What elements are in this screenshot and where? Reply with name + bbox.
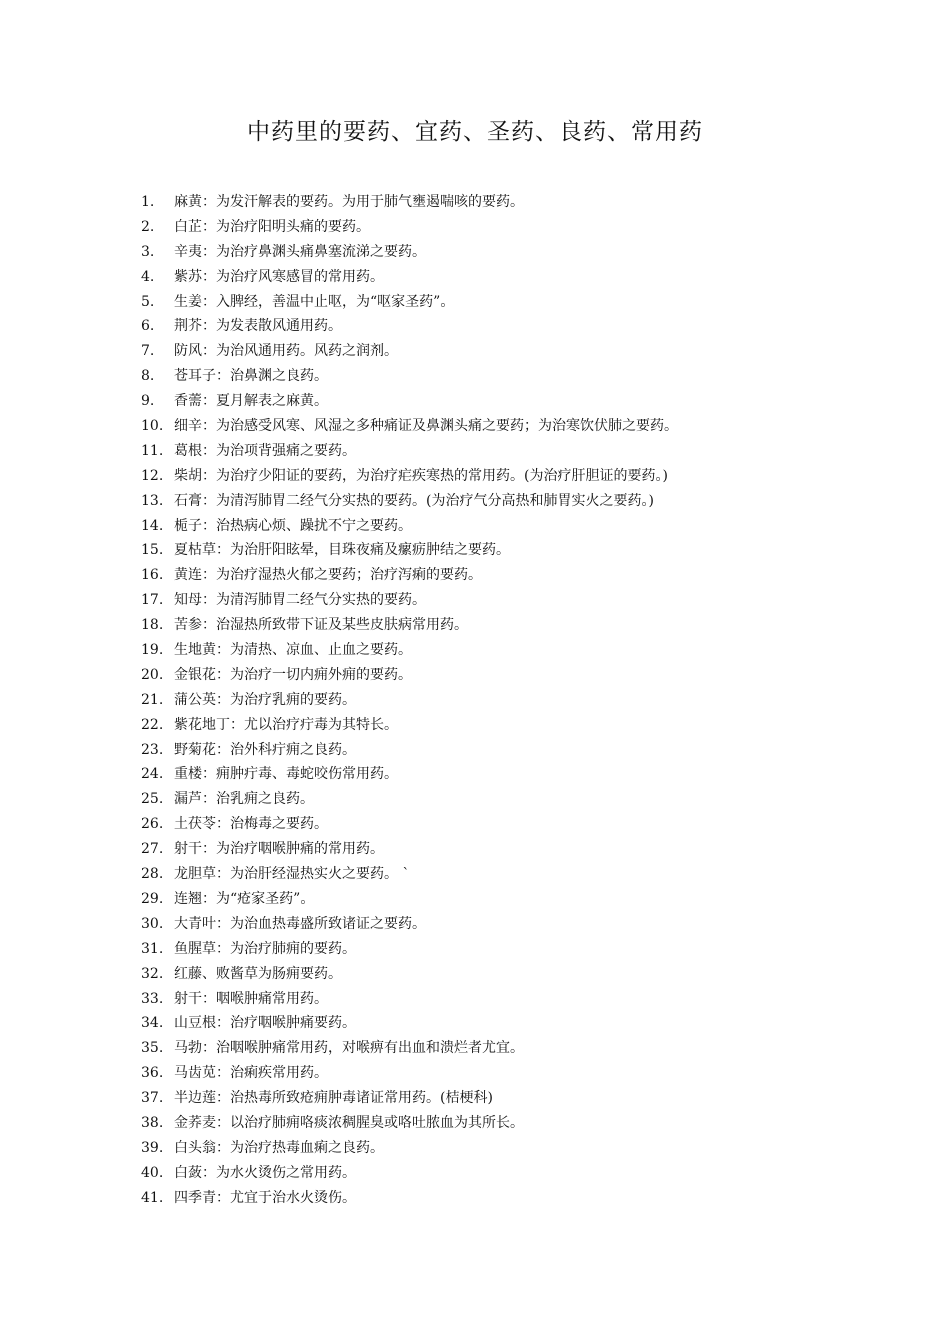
list-item-number: 30. <box>141 915 164 932</box>
list-item <box>141 563 841 588</box>
list-item-number: 15. <box>141 542 164 559</box>
list-item-number: 23. <box>141 741 164 758</box>
list-item-text: 苍耳子：治鼻渊之良药。 <box>174 368 328 385</box>
list-item <box>141 1111 841 1136</box>
list-item-text: 蒲公英：为治疗乳痈的要药。 <box>174 691 356 708</box>
list-item-text: 连翘：为“疮家圣药”。 <box>174 890 315 907</box>
list-item <box>141 937 841 962</box>
list-item-number: 18. <box>141 617 164 634</box>
list-item-text: 知母：为清泻肺胃二经气分实热的要药。 <box>174 592 426 609</box>
list-item-text: 漏芦：治乳痈之良药。 <box>174 791 314 808</box>
list-item-number: 12. <box>141 467 164 484</box>
list-item-text: 紫花地丁：尤以治疗疔毒为其特长。 <box>174 716 398 733</box>
list-item <box>141 514 841 539</box>
list-item-number: 22. <box>141 716 164 733</box>
list-item <box>141 339 841 364</box>
list-item <box>141 987 841 1012</box>
list-item <box>141 713 841 738</box>
list-item-number: 27. <box>141 841 164 858</box>
list-item <box>141 962 841 987</box>
list-item <box>141 663 841 688</box>
list-item <box>141 290 841 315</box>
list-item-text: 夏枯草：为治肝阳眩晕，目珠夜痛及瘰疬肿结之要药。 <box>174 542 510 559</box>
document-title: 中药里的要药、宜药、圣药、良药、常用药 <box>247 119 703 145</box>
list-item-text: 重楼：痈肿疔毒、毒蛇咬伤常用药。 <box>174 766 398 783</box>
list-item-number: 13. <box>141 492 164 509</box>
list-item <box>141 240 841 265</box>
list-item-text: 辛夷：为治疗鼻渊头痛鼻塞流涕之要药。 <box>174 243 426 260</box>
list-item <box>141 738 841 763</box>
list-item-number: 20. <box>141 666 164 683</box>
list-item <box>141 887 841 912</box>
list-item-text: 白蔹：为水火烫伤之常用药。 <box>174 1164 356 1181</box>
list-item <box>141 314 841 339</box>
list-item-text: 金荞麦：以治疗肺痈咯痰浓稠腥臭或咯吐脓血为其所长。 <box>174 1114 524 1131</box>
list-item-text: 生地黄：为清热、凉血、止血之要药。 <box>174 642 412 659</box>
list-item-text: 金银花：为治疗一切内痈外痈的要药。 <box>174 666 412 683</box>
list-item <box>141 1011 841 1036</box>
list-item-text: 香薷：夏月解表之麻黄。 <box>174 393 328 410</box>
list-item-number: 36. <box>141 1065 164 1082</box>
list-item <box>141 215 841 240</box>
list-item-number: 31. <box>141 940 164 957</box>
list-item-number: 26. <box>141 816 164 833</box>
list-item-text: 柴胡：为治疗少阳证的要药，为治疗疟疾寒热的常用药。(为治疗肝胆证的要药。) <box>174 467 668 484</box>
list-item-number: 32. <box>141 965 164 982</box>
list-item-number: 14. <box>141 517 164 534</box>
list-item <box>141 862 841 887</box>
list-item-number: 33. <box>141 990 164 1007</box>
list-item <box>141 538 841 563</box>
list-item-text: 龙胆草：为治肝经湿热实火之要药。 ` <box>174 866 410 883</box>
list-item <box>141 265 841 290</box>
list-item-number: 4. <box>141 268 155 285</box>
list-item-text: 白芷：为治疗阳明头痛的要药。 <box>174 218 370 235</box>
list-item-number: 34. <box>141 1015 164 1032</box>
list-item <box>141 638 841 663</box>
list-item-text: 土茯苓：治梅毒之要药。 <box>174 816 328 833</box>
list-item-number: 17. <box>141 592 164 609</box>
list-item <box>141 439 841 464</box>
list-item <box>141 912 841 937</box>
list-item-text: 防风：为治风通用药。风药之润剂。 <box>174 343 398 360</box>
list-item-text: 荆芥：为发表散风通用药。 <box>174 318 342 335</box>
list-item <box>141 364 841 389</box>
list-item-number: 11. <box>141 442 164 459</box>
list-item <box>141 1086 841 1111</box>
list-item-number: 16. <box>141 567 164 584</box>
list-item-number: 24. <box>141 766 164 783</box>
list-item-number: 6. <box>141 318 155 335</box>
list-item <box>141 787 841 812</box>
list-item-text: 石膏：为清泻肺胃二经气分实热的要药。(为治疗气分高热和肺胃实火之要药。) <box>174 492 654 509</box>
list-item-text: 葛根：为治项背强痛之要药。 <box>174 442 356 459</box>
list-item <box>141 1061 841 1086</box>
list-item-number: 19. <box>141 642 164 659</box>
list-item-text: 麻黄：为发汗解表的要药。为用于肺气壅遏喘咳的要药。 <box>174 194 524 210</box>
list-item <box>141 389 841 414</box>
list-item-number: 9. <box>141 393 155 410</box>
list-item-number: 7. <box>141 343 155 360</box>
herb-list <box>141 190 841 1211</box>
list-item-number: 40. <box>141 1164 164 1181</box>
list-item-text: 四季青：尤宜于治水火烫伤。 <box>174 1189 356 1206</box>
list-item-text: 射干：为治疗咽喉肿痛的常用药。 <box>174 841 384 858</box>
list-item-number: 3. <box>141 243 155 260</box>
list-item <box>141 1161 841 1186</box>
list-item-text: 细辛：为治感受风寒、风湿之多种痛证及鼻渊头痛之要药；为治寒饮伏肺之要药。 <box>174 418 678 435</box>
list-item <box>141 1036 841 1061</box>
list-item-text: 鱼腥草：为治疗肺痈的要药。 <box>174 940 356 957</box>
list-item <box>141 613 841 638</box>
list-item-number: 41. <box>141 1189 164 1206</box>
list-item-number: 2. <box>141 218 155 235</box>
list-item <box>141 812 841 837</box>
list-item-text: 半边莲：治热毒所致疮痈肿毒诸证常用药。(桔梗科) <box>174 1090 493 1107</box>
list-item-number: 39. <box>141 1139 164 1156</box>
list-item-text: 黄连：为治疗湿热火郁之要药；治疗泻痢的要药。 <box>174 567 482 584</box>
list-item-text: 马齿苋：治痢疾常用药。 <box>174 1065 328 1082</box>
list-item-number: 29. <box>141 890 164 907</box>
list-item-number: 35. <box>141 1040 164 1057</box>
list-item-number: 38. <box>141 1114 164 1131</box>
list-item-text: 栀子：治热病心烦、躁扰不宁之要药。 <box>174 517 412 534</box>
list-item-number: 25. <box>141 791 164 808</box>
list-item <box>141 837 841 862</box>
list-item-text: 野菊花：治外科疔痈之良药。 <box>174 741 356 758</box>
list-item <box>141 1136 841 1161</box>
list-item-number: 28. <box>141 866 164 883</box>
list-item-text: 白头翁：为治疗热毒血痢之良药。 <box>174 1139 384 1156</box>
list-item-number: 8. <box>141 368 155 385</box>
list-item-number: 37. <box>141 1090 164 1107</box>
list-item-text: 苦参：治湿热所致带下证及某些皮肤病常用药。 <box>174 617 468 634</box>
list-item-number: 5. <box>141 293 155 310</box>
list-item <box>141 1186 841 1211</box>
list-item-text: 马勃：治咽喉肿痛常用药，对喉痹有出血和溃烂者尤宜。 <box>174 1040 524 1057</box>
list-item <box>141 688 841 713</box>
list-item <box>141 414 841 439</box>
list-item-text: 大青叶：为治血热毒盛所致诸证之要药。 <box>174 915 426 932</box>
list-item-text: 射干：咽喉肿痛常用药。 <box>174 990 328 1007</box>
list-item <box>141 762 841 787</box>
list-item <box>141 489 841 514</box>
list-item-text: 红藤、败酱草为肠痈要药。 <box>174 965 342 982</box>
list-item-text: 生姜：入脾经，善温中止呕，为“呕家圣药”。 <box>174 293 455 310</box>
list-item-text: 紫苏：为治疗风寒感冒的常用药。 <box>174 268 384 285</box>
list-item <box>141 190 841 215</box>
list-item-number: 10. <box>141 418 164 435</box>
list-item <box>141 464 841 489</box>
list-item <box>141 588 841 613</box>
list-item-number: 21. <box>141 691 164 708</box>
list-item-text: 山豆根：治疗咽喉肿痛要药。 <box>174 1015 356 1032</box>
list-item-number: 1. <box>141 194 155 210</box>
